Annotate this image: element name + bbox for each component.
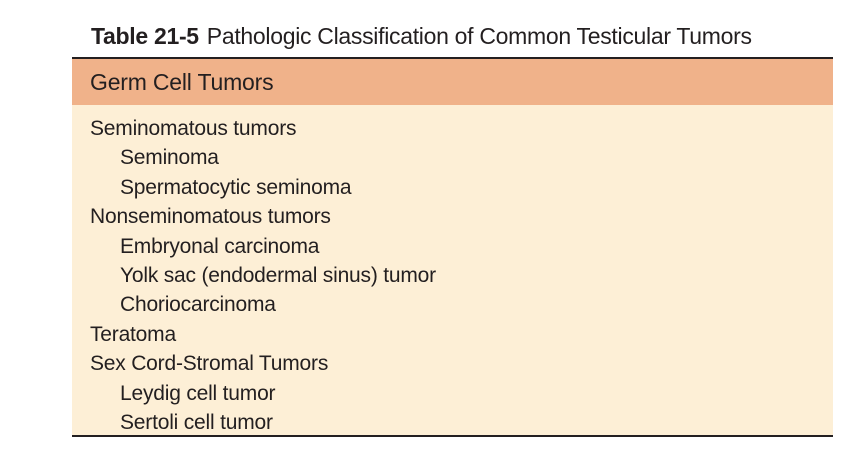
- table-row: Seminomatous tumors: [90, 117, 297, 140]
- classification-table: [72, 57, 833, 437]
- table-body: [72, 105, 833, 437]
- table-row: Choriocarcinoma: [120, 293, 276, 317]
- table-row: Nonseminomatous tumors: [90, 205, 331, 229]
- table-row: Embryonal carcinoma: [120, 234, 320, 258]
- table-header-label: Germ Cell Tumors: [90, 68, 274, 95]
- table-row: Teratoma: [90, 322, 176, 346]
- table-title: Pathologic Classification of Common Testicular Tumors: [206, 23, 752, 49]
- table-row: Sertoli cell tumor: [120, 410, 273, 434]
- table-header: [72, 59, 833, 105]
- table-row: Leydig cell tumor: [120, 381, 276, 405]
- table-row: Yolk sac (endodermal sinus) tumor: [120, 263, 436, 287]
- table-row: Spermatocytic seminoma: [120, 175, 352, 199]
- table-row: Seminoma: [120, 146, 219, 170]
- table-number: Table 21-5: [91, 23, 199, 49]
- table-caption: [91, 22, 752, 50]
- table-row: Sex Cord-Stromal Tumors: [90, 352, 329, 376]
